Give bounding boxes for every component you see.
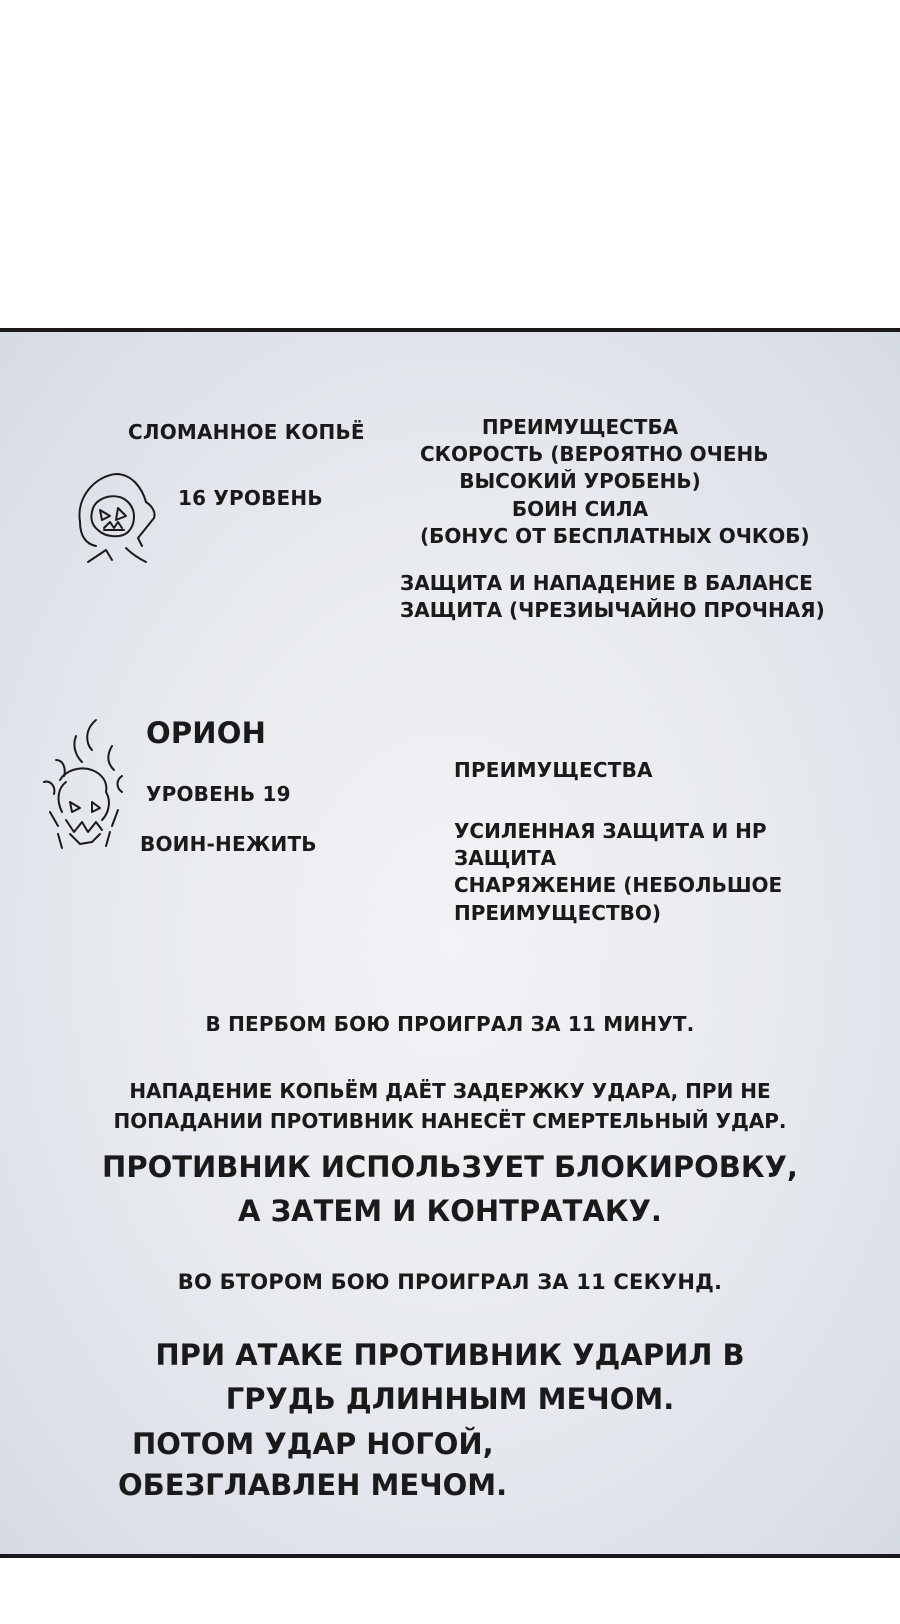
fighter2-name: ОРИОН: [146, 716, 267, 750]
battle2-result: ВО БТОРОМ БОЮ ПРОИГРАЛ ЗА 11 СЕКУНД.: [177, 1270, 723, 1294]
adv-line: УСИЛЕННАЯ ЗАЩИТА И НР: [454, 819, 767, 843]
battle1-counter: [0, 1146, 900, 1233]
adv-line: СНАРЯЖЕНИЕ (НЕБОЛЬШОЕ: [454, 873, 783, 898]
fighter1-advantages: [420, 414, 810, 550]
fighter2-advantages-title: ПРЕИМУЩЕСТВА: [454, 758, 653, 782]
flaming-skull-icon: [36, 716, 132, 866]
adv-line: БОИН СИЛА: [511, 496, 649, 521]
fighter2-class: ВОИН-НЕЖИТЬ: [140, 832, 317, 856]
finish-line: ОБЕЗГЛАВЛЕН МЕЧОМ.: [118, 1467, 508, 1502]
adv-line: ЗАЩИТА: [454, 846, 557, 871]
balance-line: ЗАЩИТА И НАПАДЕНИЕ В БАЛАНСЕ: [400, 571, 813, 595]
adv-line: ПРЕИМУЩЕСТБА: [481, 415, 679, 439]
hooded-skull-icon: [66, 466, 166, 574]
adv-line: ВЫСОКИЙ УРОБЕНЬ): [459, 469, 701, 494]
attack-line: ГРУДЬ ДЛИННЫМ МЕЧОМ.: [225, 1381, 675, 1416]
fighter1-balance: [400, 570, 825, 624]
counter-line: ПРОТИВНИК ИСПОЛЬЗУЕТ БЛОКИРОВКУ,: [102, 1150, 798, 1184]
battle1-detail: [0, 1076, 900, 1136]
finish-line: ПОТОМ УДАР НОГОЙ,: [132, 1427, 494, 1461]
fighter1-level: 16 УРОВЕНЬ: [178, 486, 323, 510]
battle1-result: В ПЕРБОМ БОЮ ПРОИГРАЛ ЗА 11 МИНУТ.: [205, 1012, 695, 1036]
battle2-finish: [118, 1424, 507, 1505]
fighter2-level: УРОВЕНЬ 19: [146, 782, 291, 806]
adv-line: ПРЕИМУЩЕСТВО): [454, 900, 662, 925]
attack-line: ПРИ АТАКЕ ПРОТИВНИК УДАРИЛ В: [155, 1338, 745, 1372]
adv-line: СКОРОСТЬ (ВЕРОЯТНО ОЧЕНЬ: [420, 442, 769, 467]
fighter2-advantages: [454, 818, 782, 927]
battle2-attack: [0, 1334, 900, 1421]
detail-line: ПОПАДАНИИ ПРОТИВНИК НАНЕСЁТ СМЕРТЕЛЬНЫЙ УДАР.: [113, 1109, 787, 1133]
counter-line: А ЗАТЕМ И КОНТРАТАКУ.: [238, 1193, 662, 1228]
balance-line: ЗАЩИТА (ЧРЕЗИЫЧАЙНО ПРОЧНАЯ): [400, 598, 825, 623]
detail-line: НАПАДЕНИЕ КОПЬЁМ ДАЁТ ЗАДЕРЖКУ УДАРА, ПРИ НЕ: [129, 1079, 771, 1103]
fighter1-name: СЛОМАННОЕ КОПЬЁ: [128, 420, 365, 444]
adv-line: (БОНУС ОТ БЕСПЛАТНЫХ ОЧКОБ): [420, 523, 810, 548]
